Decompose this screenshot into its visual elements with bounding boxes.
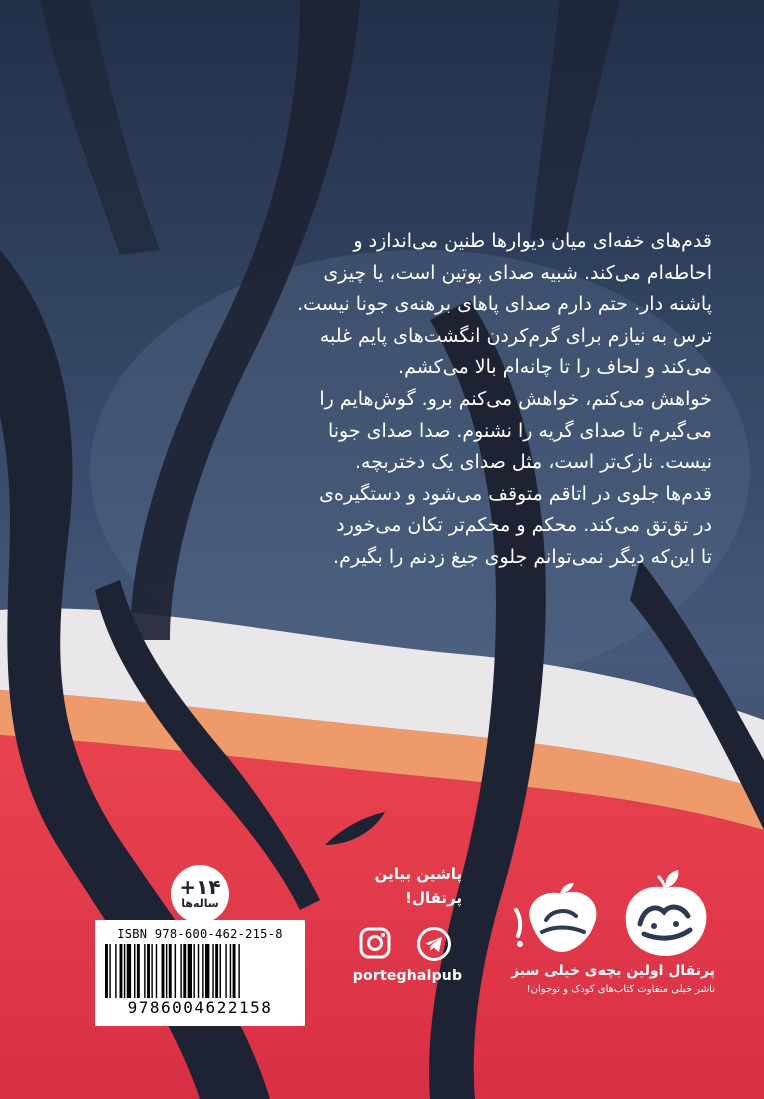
- barcode-bar: [124, 944, 125, 998]
- blurb-line: می‌گیرم تا صدای گریه را نشنوم. صدا صدای جونا: [327, 419, 712, 442]
- publisher-tagline: پرتقال اولین بچه‌ی خیلی سبز: [511, 963, 715, 979]
- blurb-line: تا این‌که دیگر نمی‌توانم جلوی جیغ زدنم را بگیرم.: [333, 545, 712, 568]
- blurb-line: قدم‌های خفه‌ای میان دیوارها طنین می‌اندازد و: [353, 230, 712, 252]
- barcode-bar: [169, 944, 172, 998]
- barcode-bar: [202, 944, 203, 998]
- barcode-bar: [238, 944, 239, 998]
- barcode-bar: [147, 944, 150, 998]
- barcode-bar: [144, 944, 145, 998]
- barcode-bar: [156, 944, 157, 998]
- blurb-line: خواهش می‌کنم، خواهش می‌کنم برو. گوش‌هایم را: [319, 387, 712, 410]
- barcode-bar: [212, 944, 213, 998]
- barcode-bar: [175, 944, 176, 998]
- social-icons: [356, 926, 466, 962]
- instagram-icon[interactable]: [358, 926, 392, 960]
- blurb-line: نیست. نازک‌تر است، مثل صدای یک دختربچه.: [355, 451, 712, 474]
- social-handle: porteghalpub: [352, 968, 463, 984]
- follow-us-text: [352, 862, 462, 910]
- blurb-line: پاشنه دار. حتم دارم صدای پاهای برهنه‌ی جونا نیست.: [297, 293, 712, 316]
- barcode-bar: [120, 944, 123, 998]
- telegram-icon[interactable]: [416, 926, 452, 962]
- barcode-bar: [193, 944, 194, 998]
- porteghal-logo: [618, 868, 714, 960]
- barcode-bar: [137, 944, 140, 998]
- barcode-bar: [220, 944, 221, 998]
- barcode-bar: [109, 944, 110, 998]
- isbn-barcode: [95, 920, 305, 1026]
- barcode-bar: [127, 944, 131, 998]
- follow-line-2: پرتقال!: [405, 889, 462, 907]
- blurb-line: می‌کند و لحاف را تا چانه‌ام بالا می‌کشم.: [398, 356, 712, 379]
- blurb-line: قدم‌ها جلوی در اتاقم متوقف می‌شود و دستگیره‌ی: [319, 482, 712, 505]
- age-rating-number: +۱۴: [179, 875, 221, 899]
- barcode-bar: [198, 944, 199, 998]
- barcode-bar: [115, 944, 116, 998]
- age-rating-badge: [171, 865, 229, 923]
- age-rating-label: ساله‌ها: [181, 897, 219, 910]
- blurb-line: ترس به نیازم برای گرم‌کردن انگشت‌های پایم غلبه: [319, 324, 712, 347]
- barcode-bar: [180, 944, 181, 998]
- barcode-bar: [225, 944, 226, 998]
- barcode-bar: [233, 944, 236, 998]
- blurb-line: احاطه‌ام می‌کند. شبیه صدای پوتین است، یا چیزی: [323, 261, 712, 284]
- barcode-bar: [134, 944, 135, 998]
- khili-sabz-logo: [512, 880, 612, 960]
- barcode-bar: [188, 944, 192, 998]
- barcode-bar: [166, 944, 167, 998]
- barcode-bar: [183, 944, 186, 998]
- blurb-line: در تق‌تق می‌کند. محکم و محکم‌تر تکان می‌خورد: [336, 514, 712, 537]
- barcode-number: 9786004622158: [127, 998, 273, 1017]
- barcode-bar: [151, 944, 152, 998]
- barcode-bar: [105, 944, 108, 998]
- barcode-bar: [230, 944, 231, 998]
- follow-line-1: پاشین بیاین: [374, 865, 462, 883]
- barcode-bar: [205, 944, 209, 998]
- barcode-bar: [162, 944, 165, 998]
- publisher-subtagline: ناشر خیلی متفاوت کتاب‌های کودک و نوجوان!: [526, 984, 715, 995]
- barcode-bar: [215, 944, 218, 998]
- back-cover-blurb: [150, 226, 712, 574]
- barcode-bars: [103, 944, 297, 998]
- isbn-text: ISBN 978-600-462-215-8: [117, 927, 283, 941]
